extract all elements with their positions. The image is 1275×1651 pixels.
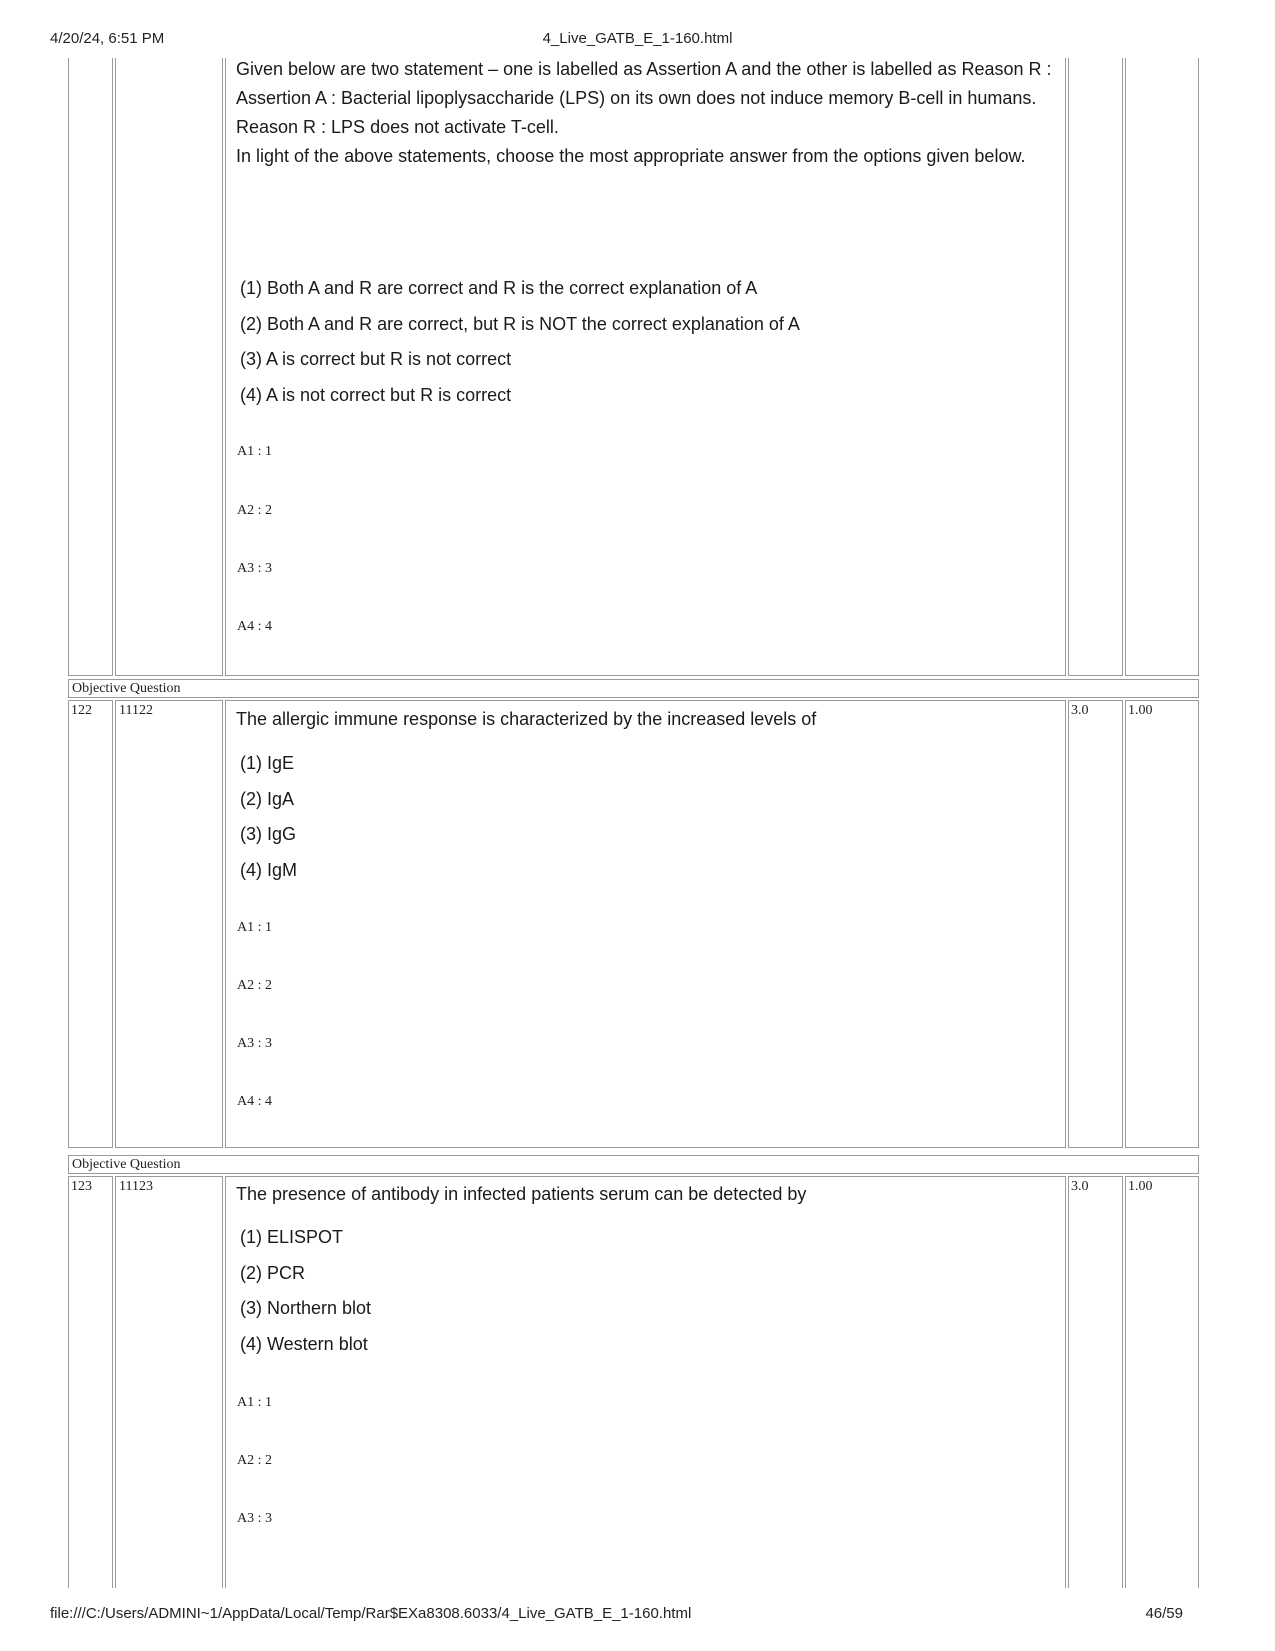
question-text <box>236 55 1056 171</box>
option-2: (2) IgA <box>240 788 295 809</box>
answer-a2: A2 : 2 <box>237 503 272 518</box>
marks-value: 3.0 <box>1071 703 1089 718</box>
answer-a2: A2 : 2 <box>237 978 272 993</box>
answer-a4: A4 : 4 <box>237 1094 272 1109</box>
negative-marks-cell <box>1125 1176 1199 1588</box>
option-4: (4) A is not correct but R is correct <box>240 384 512 405</box>
marks-value: 3.0 <box>1071 1179 1089 1194</box>
question-id: 11122 <box>119 703 153 718</box>
question-type-label: Objective Question <box>72 1157 181 1172</box>
answer-a3: A3 : 3 <box>237 1036 272 1051</box>
question-line: In light of the above statements, choose the most appropriate answer from the options given below. <box>236 146 1026 166</box>
sno-cell <box>68 700 113 1148</box>
answer-a3: A3 : 3 <box>237 561 272 576</box>
serial-number: 122 <box>71 703 92 718</box>
print-file-path: file:///C:/Users/ADMINI~1/AppData/Local/Temp/Rar$EXa8308.6033/4_Live_GATB_E_1-160.html <box>50 1605 692 1622</box>
options-list <box>240 271 800 413</box>
negative-marks-value: 1.00 <box>1128 1179 1153 1194</box>
negative-marks-value: 1.00 <box>1128 703 1153 718</box>
answer-a2: A2 : 2 <box>237 1453 272 1468</box>
option-2: (2) Both A and R are correct, but R is NOT the correct explanation of A <box>240 313 800 334</box>
answer-a1: A1 : 1 <box>237 1395 272 1410</box>
answer-a1: A1 : 1 <box>237 920 272 935</box>
negative-marks-cell <box>1125 58 1199 676</box>
option-2: (2) PCR <box>240 1262 306 1283</box>
question-id-cell <box>115 58 223 676</box>
answer-a3: A3 : 3 <box>237 1511 272 1526</box>
marks-cell <box>1068 1176 1123 1588</box>
answer-a4: A4 : 4 <box>237 619 272 634</box>
question-id-cell <box>115 1176 223 1588</box>
option-4: (4) Western blot <box>240 1333 368 1354</box>
question-id: 11123 <box>119 1179 153 1194</box>
sno-cell <box>68 1176 113 1588</box>
question-line: Assertion A : Bacterial lipoplysaccharide (LPS) on its own does not induce memory B-cell in humans. <box>236 88 1037 108</box>
question-text: The allergic immune response is characterized by the increased levels of <box>236 709 817 729</box>
option-1: (1) ELISPOT <box>240 1227 344 1247</box>
question-text: The presence of antibody in infected patients serum can be detected by <box>236 1184 807 1204</box>
question-type-label: Objective Question <box>72 681 181 696</box>
question-id-cell <box>115 700 223 1148</box>
options-list <box>240 1220 371 1362</box>
question-type-band <box>68 1155 1199 1174</box>
option-3: (3) IgG <box>240 824 297 844</box>
options-list <box>240 746 297 888</box>
question-line: Given below are two statement – one is labelled as Assertion A and the other is labelled as Reason R : <box>236 59 1052 79</box>
print-datetime: 4/20/24, 6:51 PM <box>50 30 165 47</box>
sno-cell <box>68 58 113 676</box>
page-number: 46/59 <box>1145 1605 1183 1622</box>
option-1: (1) Both A and R are correct and R is the correct explanation of A <box>240 278 758 298</box>
question-line: Reason R : LPS does not activate T-cell. <box>236 117 559 137</box>
option-4: (4) IgM <box>240 859 298 880</box>
print-doc-title: 4_Live_GATB_E_1-160.html <box>542 30 733 47</box>
answer-a1: A1 : 1 <box>237 444 272 459</box>
question-type-band <box>68 679 1199 698</box>
question-cell <box>225 700 1066 1148</box>
marks-cell <box>1068 58 1123 676</box>
marks-cell <box>1068 700 1123 1148</box>
negative-marks-cell <box>1125 700 1199 1148</box>
option-3: (3) Northern blot <box>240 1298 372 1318</box>
option-3: (3) A is correct but R is not correct <box>240 349 512 369</box>
serial-number: 123 <box>71 1179 92 1194</box>
option-1: (1) IgE <box>240 753 295 773</box>
